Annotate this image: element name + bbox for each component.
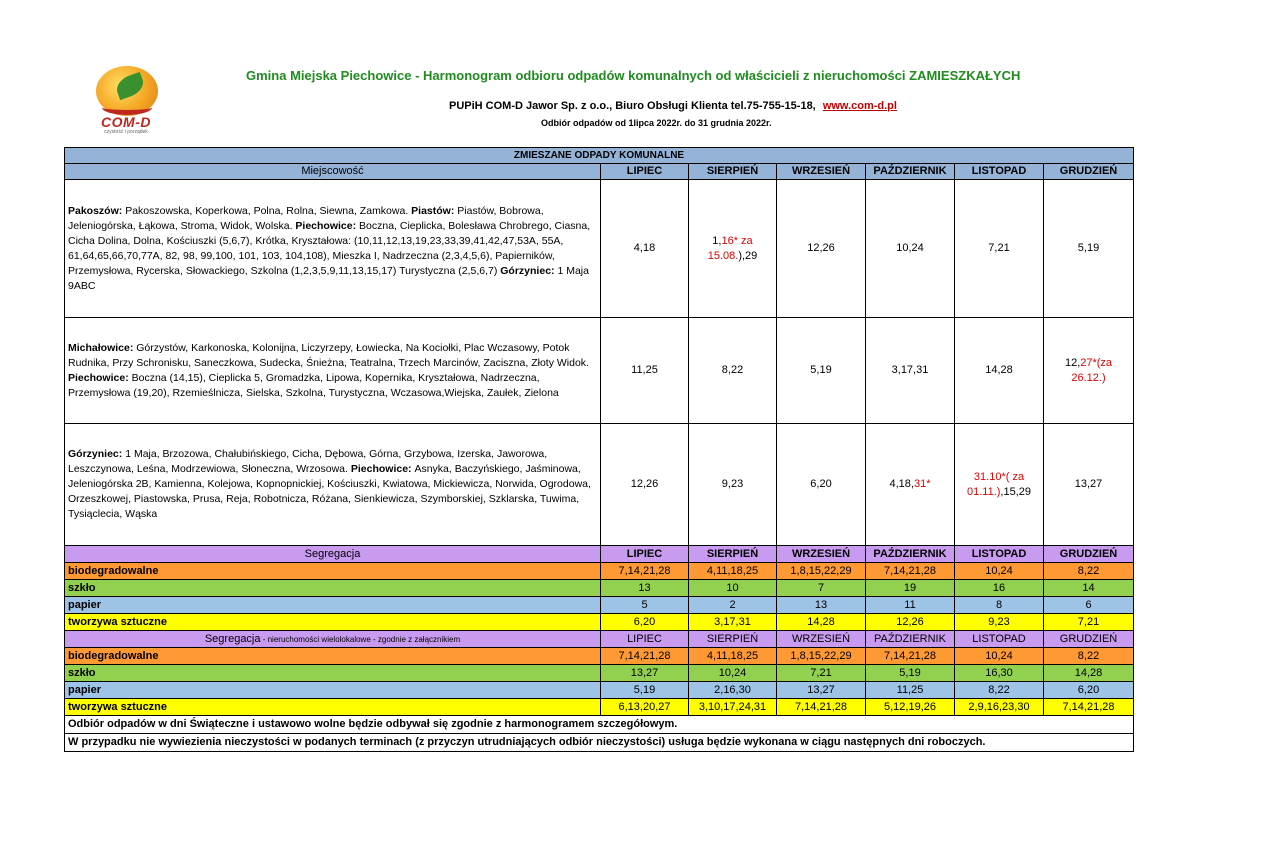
- date-value: 9,23: [721, 478, 744, 490]
- date-cell: 7,14,21,28: [1044, 699, 1134, 716]
- date-cell: [1044, 424, 1134, 546]
- table-row: [65, 318, 1134, 424]
- date-cell: 11,25: [866, 682, 955, 699]
- section-title-mixed: ZMIESZANE ODPADY KOMUNALNE: [65, 148, 1134, 164]
- date-cell: 7,14,21,28: [601, 563, 689, 580]
- street-list: Asnyka, Baczyńskiego, Jaśminowa, Jeleniogórska 2B, Kamienna, Kolejowa, Kopnopnickiej, Kościuszki, Kwiatowa, Mickiewicza, Norwida, Ogrodowa, Orzeszkowej, Piastowska, Prusa, Reja, Robotnicza, Różana, Sienkiewicza, Szymborskiej, Szklarska, Tuwima, Tysiąclecia, Wąska: [68, 463, 591, 520]
- changed-date: 31.10*( za 01.11.): [966, 470, 1025, 498]
- location-cell: [65, 424, 601, 546]
- street-list: 1 Maja, Brzozowa, Chałubińskiego, Cicha, Dębowa, Górna, Grzybowa, Izerska, Jaworowa, Leszczynowa, Leśna, Modrzewiowa, Słoneczna, Wrzosowa.: [68, 448, 548, 475]
- date-cell: 4,11,18,25: [689, 648, 777, 665]
- date-cell: 5,19: [866, 665, 955, 682]
- table-row: [65, 597, 1134, 614]
- table-row: [65, 164, 1134, 180]
- waste-type-label: szkło: [65, 580, 601, 597]
- waste-type-label: tworzywa sztuczne: [65, 699, 601, 716]
- table-row: [65, 148, 1134, 164]
- date-cell: [955, 424, 1044, 546]
- town-name: Piastów:: [411, 204, 458, 217]
- month-header: GRUDZIEŃ: [1044, 546, 1134, 563]
- street-list: Piastów, Bobrowa, Jeleniogórska, Łąkowa, Stroma, Widok, Wolska.: [68, 204, 544, 232]
- month-header: LIPIEC: [601, 546, 689, 563]
- segregation-title-sub: - nieruchomości wielolokalowe - zgodnie z załącznikiem: [260, 634, 461, 644]
- date-value: 10,24: [896, 242, 924, 254]
- table-row: [65, 665, 1134, 682]
- table-row: [65, 424, 1134, 546]
- town-name: Pakoszów:: [68, 204, 126, 217]
- logo-brand: COM-D: [101, 114, 151, 130]
- date-cell: [866, 318, 955, 424]
- date-cell: [777, 180, 866, 318]
- waste-type-label: papier: [65, 597, 601, 614]
- date-value: 12,26: [630, 478, 659, 490]
- date-cell: 6,20: [1044, 682, 1134, 699]
- month-header: LIPIEC: [601, 164, 689, 180]
- date-value: 14,28: [985, 364, 1013, 376]
- date-value: 12,: [1064, 356, 1081, 369]
- month-header: SIERPIEŃ: [689, 631, 777, 648]
- date-value: 7,21: [988, 242, 1010, 254]
- date-cell: 7,21: [777, 665, 866, 682]
- street-list: Boczna, Cieplicka, Bolesława Chrobrego, Ciasna, Cicha Dolina, Dolna, Kościuszki (5,6,7), Krótka, Kryształowa: (10,11,12,13,19,23,33,39,41,42,47,53A, 55A, 61,64,65,66,70,77A, 82, 98, 99,100, 101, 103, 104,108), Mieszka I, Nadrzeczna (2,3,4,5,6), Papierników, Przemysłowa, Rycerska, Słowackiego, Szkolna (1,2,3,5,9,11,13,15,17) Turystyczna (2,5,6,7): [68, 219, 591, 277]
- website-link[interactable]: www.com-d.pl: [822, 100, 897, 112]
- schedule-table: [64, 147, 1134, 752]
- date-cell: [601, 424, 689, 546]
- date-cell: 3,10,17,24,31: [689, 699, 777, 716]
- date-cell: 10,24: [955, 563, 1044, 580]
- segregation-title-main: Segregacja: [204, 632, 261, 645]
- date-cell: 2: [689, 597, 777, 614]
- table-row: [65, 716, 1134, 734]
- table-row: [65, 682, 1134, 699]
- date-cell: [689, 180, 777, 318]
- table-row: [65, 734, 1134, 752]
- month-header: LISTOPAD: [955, 546, 1044, 563]
- period-text: Odbiór odpadów od 1lipca 2022r. do 31 grudnia 2022r.: [541, 118, 772, 128]
- town-name: Piechowice:: [350, 463, 415, 475]
- date-cell: [866, 424, 955, 546]
- date-cell: 13: [777, 597, 866, 614]
- date-cell: 14: [1044, 580, 1134, 597]
- changed-date: 31*: [913, 478, 931, 490]
- date-cell: [955, 180, 1044, 318]
- date-cell: 8,22: [1044, 563, 1134, 580]
- month-header: PAŹDZIERNIK: [866, 164, 955, 180]
- date-cell: [601, 180, 689, 318]
- date-cell: 5: [601, 597, 689, 614]
- month-header: WRZESIEŃ: [777, 631, 866, 648]
- date-cell: 2,9,16,23,30: [955, 699, 1044, 716]
- date-cell: [1044, 180, 1134, 318]
- segregation-multi-title: [65, 631, 601, 648]
- date-cell: [689, 424, 777, 546]
- date-value: 4,18,: [889, 478, 914, 490]
- date-cell: [777, 424, 866, 546]
- date-cell: [955, 318, 1044, 424]
- date-cell: [689, 318, 777, 424]
- date-cell: 14,28: [777, 614, 866, 631]
- date-cell: 12,26: [866, 614, 955, 631]
- location-cell: [65, 318, 601, 424]
- date-value: 12,26: [807, 242, 835, 254]
- date-cell: 16,30: [955, 665, 1044, 682]
- date-cell: 3,17,31: [689, 614, 777, 631]
- location-header: Miejscowość: [65, 164, 601, 180]
- month-header: PAŹDZIERNIK: [866, 546, 955, 563]
- street-list: 1 Maja 9ABC: [68, 264, 589, 292]
- date-cell: 6: [1044, 597, 1134, 614]
- logo-tagline: czystość i porządek: [104, 129, 148, 135]
- date-value: 5,19: [1077, 242, 1100, 254]
- street-list: Pakoszowska, Koperkowa, Polna, Rolna, Siewna, Zamkowa.: [125, 204, 412, 217]
- month-header: WRZESIEŃ: [777, 164, 866, 180]
- note-text: Odbiór odpadów w dni Świąteczne i ustawowo wolne będzie odbywał się zgodnie z harmonogramem szczegółowym.: [65, 716, 1134, 734]
- date-cell: 11: [866, 597, 955, 614]
- waste-type-label: szkło: [65, 665, 601, 682]
- table-row: [65, 580, 1134, 597]
- date-cell: 8,22: [1044, 648, 1134, 665]
- month-header: LISTOPAD: [955, 164, 1044, 180]
- date-value: 5,19: [810, 364, 832, 376]
- waste-type-label: tworzywa sztuczne: [65, 614, 601, 631]
- date-cell: 1,8,15,22,29: [777, 563, 866, 580]
- street-list: Górzystów, Karkonoska, Kolonijna, Liczyrzepy, Łowiecka, Na Kociołki, Plac Wczasowy, Potok Rudnika, Przy Schronisku, Saneczkowa, Sudecka, Śnieżna, Teatralna, Trzech Marcinów, Zaciszna, Złoty Widok.: [68, 341, 589, 369]
- month-header: GRUDZIEŃ: [1044, 164, 1134, 180]
- date-cell: 6,13,20,27: [601, 699, 689, 716]
- date-cell: 13,27: [601, 665, 689, 682]
- changed-date: 16* za 15.08.: [707, 234, 753, 262]
- date-cell: 7,14,21,28: [601, 648, 689, 665]
- segregation-title: Segregacja: [65, 546, 601, 563]
- month-header: GRUDZIEŃ: [1044, 631, 1134, 648]
- date-value: 3,17,31: [891, 364, 929, 376]
- waste-type-label: papier: [65, 682, 601, 699]
- date-value: ),29: [738, 249, 758, 262]
- swoosh-icon: [102, 100, 152, 115]
- month-header: WRZESIEŃ: [777, 546, 866, 563]
- company-logo: [86, 66, 166, 136]
- month-header: SIERPIEŃ: [689, 164, 777, 180]
- town-name: Piechowice:: [68, 371, 132, 384]
- street-list: Boczna (14,15), Cieplicka 5, Gromadzka, Lipowa, Kopernika, Kryształowa, Nadrzeczna, Przemysłowa (19,20), Rzemieślnicza, Sielska, Szkolna, Turystyczna, Wczasowa,Wiejska, Zaułek, Zielona: [68, 371, 559, 399]
- date-cell: 8: [955, 597, 1044, 614]
- date-cell: 10,24: [955, 648, 1044, 665]
- date-cell: 7: [777, 580, 866, 597]
- town-name: Michałowice:: [68, 341, 137, 354]
- date-value: 6,20: [810, 478, 832, 490]
- date-cell: 7,21: [1044, 614, 1134, 631]
- date-cell: 7,14,21,28: [866, 563, 955, 580]
- date-cell: 7,14,21,28: [866, 648, 955, 665]
- date-cell: [1044, 318, 1134, 424]
- month-header: SIERPIEŃ: [689, 546, 777, 563]
- date-cell: 6,20: [601, 614, 689, 631]
- date-cell: 10: [689, 580, 777, 597]
- waste-type-label: biodegradowalne: [65, 563, 601, 580]
- table-row: [65, 648, 1134, 665]
- date-cell: 19: [866, 580, 955, 597]
- table-row: [65, 563, 1134, 580]
- page-title: Gmina Miejska Piechowice - Harmonogram odbioru odpadów komunalnych od właścicieli z nieruchomości ZAMIESZKAŁYCH: [246, 68, 1021, 83]
- contact-text: PUPiH COM-D Jawor Sp. z o.o., Biuro Obsługi Klienta tel.75-755-15-18,: [449, 100, 816, 112]
- date-cell: 2,16,30: [689, 682, 777, 699]
- changed-date: 27*(za 26.12.): [1071, 356, 1113, 384]
- note-text: W przypadku nie wywiezienia nieczystości w podanych terminach (z przyczyn utrudniających odbiór nieczystości) usługa będzie wykonana w ciągu następnych dni roboczych.: [65, 734, 1134, 752]
- date-cell: 16: [955, 580, 1044, 597]
- town-name: Piechowice:: [295, 219, 360, 232]
- date-cell: 10,24: [689, 665, 777, 682]
- town-name: Górzyniec:: [68, 448, 126, 460]
- waste-type-label: biodegradowalne: [65, 648, 601, 665]
- date-cell: [777, 318, 866, 424]
- date-value: ,15,29: [1000, 485, 1032, 498]
- town-name: Górzyniec:: [500, 264, 558, 277]
- date-value: 4,18: [633, 242, 656, 254]
- date-cell: [601, 318, 689, 424]
- date-value: 13,27: [1074, 478, 1103, 490]
- date-cell: 8,22: [955, 682, 1044, 699]
- table-row: [65, 546, 1134, 563]
- date-cell: 14,28: [1044, 665, 1134, 682]
- date-cell: 9,23: [955, 614, 1044, 631]
- date-cell: 1,8,15,22,29: [777, 648, 866, 665]
- date-value: 1,: [712, 234, 722, 247]
- table-row: [65, 631, 1134, 648]
- date-cell: 4,11,18,25: [689, 563, 777, 580]
- date-cell: [866, 180, 955, 318]
- month-header: LIPIEC: [601, 631, 689, 648]
- table-row: [65, 180, 1134, 318]
- location-cell: [65, 180, 601, 318]
- contact-line: [449, 100, 897, 112]
- month-header: LISTOPAD: [955, 631, 1044, 648]
- date-value: 8,22: [721, 364, 744, 376]
- date-cell: 5,19: [601, 682, 689, 699]
- table-row: [65, 614, 1134, 631]
- date-value: 11,25: [631, 364, 658, 376]
- date-cell: 7,14,21,28: [777, 699, 866, 716]
- date-cell: 13: [601, 580, 689, 597]
- table-row: [65, 699, 1134, 716]
- date-cell: 5,12,19,26: [866, 699, 955, 716]
- date-cell: 13,27: [777, 682, 866, 699]
- month-header: PAŹDZIERNIK: [866, 631, 955, 648]
